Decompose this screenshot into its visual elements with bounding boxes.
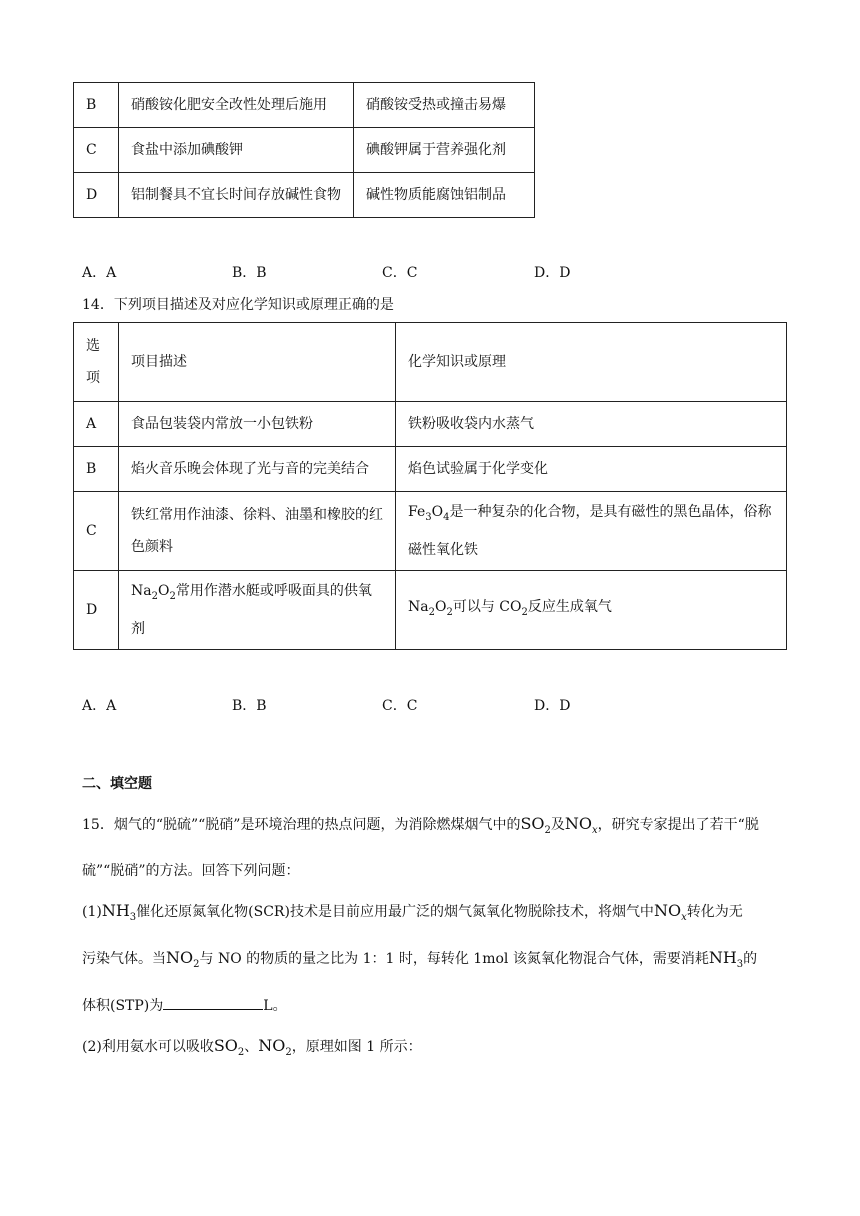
principle-text: 是一种复杂的化合物，是具有磁性的黑色晶体，俗称磁性氧化铁: [408, 504, 772, 558]
subscript: 2: [151, 590, 158, 602]
table-row: [74, 173, 535, 218]
formula-no2: [166, 948, 200, 971]
table-row: [74, 571, 787, 650]
answer-blank[interactable]: [163, 995, 263, 1010]
description-cell: 硝酸铵化肥安全改性处理后施用: [119, 83, 354, 128]
subscript: 3: [425, 511, 432, 523]
option-b[interactable]: B．B: [232, 265, 267, 281]
formula-nox: [653, 901, 687, 924]
principle-text: 可以与 CO: [452, 599, 522, 616]
text: NH: [708, 948, 737, 968]
option-cell: D: [74, 571, 119, 650]
q15-line: 硫”“脱硝”的方法。回答下列问题：: [82, 863, 300, 880]
q15-text: [82, 804, 792, 1073]
table-row: [74, 402, 787, 447]
option-cell: B: [74, 447, 119, 492]
principle-cell: 碱性物质能腐蚀铝制品: [354, 173, 535, 218]
subscript: 2: [521, 606, 528, 618]
text: 污染气体。当: [82, 951, 166, 968]
formula-na: Na: [131, 583, 152, 600]
option-a[interactable]: A．A: [82, 265, 117, 281]
option-d[interactable]: D．D: [534, 698, 571, 714]
text: 15．烟气的“脱硫”“脱硝”是环境治理的热点问题，为消除燃煤烟气中的: [82, 817, 521, 833]
formula-so2: [520, 814, 551, 837]
description-text: 常用作潜水艇或呼吸面具的供氧剂: [131, 583, 372, 637]
description-cell: 食品包装袋内常放一小包铁粉: [119, 402, 396, 447]
formula-fe: Fe: [408, 504, 426, 521]
text: NO: [166, 948, 194, 968]
text: L。: [263, 997, 287, 1014]
header-principle-cell: 化学知识或原理: [396, 323, 787, 402]
option-b[interactable]: B．B: [232, 698, 267, 714]
text: NO: [258, 1035, 286, 1055]
q15-line: [82, 804, 792, 851]
subscript: 2: [544, 825, 551, 837]
formula-nh3: [101, 901, 137, 924]
principle-cell: [396, 492, 787, 571]
text: (2)利用氨水可以吸收: [82, 1038, 214, 1055]
text: ，原理如图 1 所示：: [291, 1038, 422, 1055]
subscript: x: [681, 912, 687, 924]
text: 体积(STP)为: [82, 997, 164, 1014]
q15-part1-line: [82, 891, 792, 938]
formula-na: Na: [408, 599, 429, 616]
q14-table: [73, 322, 787, 650]
description-cell: 铁红常用作油漆、徐料、油墨和橡胶的红色颜料: [119, 492, 396, 571]
q15-part1-line: [82, 986, 792, 1026]
principle-text: 反应生成氧气: [527, 599, 612, 616]
text: 及: [550, 817, 565, 833]
description-cell: [119, 571, 396, 650]
text: SO: [520, 814, 545, 833]
q15-part1-line: [82, 938, 792, 985]
principle-cell: 硝酸铵受热或撞击易爆: [354, 83, 535, 128]
text: 转化为无: [686, 904, 743, 921]
description-cell: 焰火音乐晚会体现了光与音的完美结合: [119, 447, 396, 492]
subscript: 2: [237, 1046, 245, 1058]
formula-no2: [258, 1035, 292, 1058]
option-c[interactable]: C．C: [382, 265, 418, 281]
formula-o: O: [431, 504, 444, 521]
table-row: [74, 492, 787, 571]
principle-cell: 焰色试验属于化学变化: [396, 447, 787, 492]
principle-cell: 碘酸钾属于营养强化剂: [354, 128, 535, 173]
formula-nh3: [708, 948, 744, 971]
table-row: [74, 447, 787, 492]
text: ，研究专家提出了若干“脱: [597, 817, 759, 833]
option-a[interactable]: A．A: [82, 698, 117, 714]
principle-cell: [396, 571, 787, 650]
q13-table: [73, 82, 535, 218]
q14-stem: 14．下列项目描述及对应化学知识或原理正确的是: [82, 297, 394, 313]
principle-cell: 铁粉吸收袋内水蒸气: [396, 402, 787, 447]
text: 催化还原氮氧化物(SCR)技术是目前应用最广泛的烟气氮氧化物脱除技术，将烟气中: [136, 904, 654, 921]
subscript: 2: [193, 959, 200, 971]
header-description-cell: 项目描述: [119, 323, 396, 402]
subscript: 2: [446, 606, 453, 618]
header-option-line2: 项: [86, 370, 100, 386]
formula-nox: [564, 814, 598, 837]
text: NO: [564, 814, 593, 833]
text: SO: [213, 1035, 238, 1055]
section-title: 二、填空题: [82, 776, 152, 792]
text: NH: [101, 901, 130, 921]
formula-so2: [213, 1035, 245, 1058]
description-cell: 铝制餐具不宜长时间存放碱性食物: [119, 173, 354, 218]
subscript: 3: [736, 959, 744, 971]
subscript: 4: [443, 511, 450, 523]
subscript: 2: [285, 1046, 292, 1058]
table-row: [74, 83, 535, 128]
table-header-row: [74, 323, 787, 402]
option-cell: C: [74, 492, 119, 571]
text: NO: [653, 901, 682, 921]
header-option-line1: 选: [86, 338, 100, 354]
option-cell: B: [74, 83, 119, 128]
q13-options: [82, 262, 782, 282]
subscript: 3: [129, 912, 137, 924]
text: 的: [743, 951, 758, 968]
option-cell: A: [74, 402, 119, 447]
subscript: x: [592, 825, 598, 837]
option-cell: D: [74, 173, 119, 218]
text: 、: [244, 1038, 259, 1055]
formula-o: O: [157, 583, 170, 600]
table-row: [74, 128, 535, 173]
description-cell: 食盐中添加碘酸钾: [119, 128, 354, 173]
subscript: 2: [428, 606, 435, 618]
option-cell: C: [74, 128, 119, 173]
text: (1): [82, 904, 102, 921]
option-d[interactable]: D．D: [534, 265, 571, 281]
formula-o: O: [434, 599, 447, 616]
q14-options: [82, 695, 782, 715]
option-c[interactable]: C．C: [382, 698, 418, 714]
header-option-cell: [74, 323, 119, 402]
text: 与 NO 的物质的量之比为 1：1 时，每转化 1mol 该氮氧化物混合气体，需要消耗: [199, 951, 709, 968]
subscript: 2: [169, 590, 176, 602]
q15-part2-line: [82, 1026, 792, 1073]
